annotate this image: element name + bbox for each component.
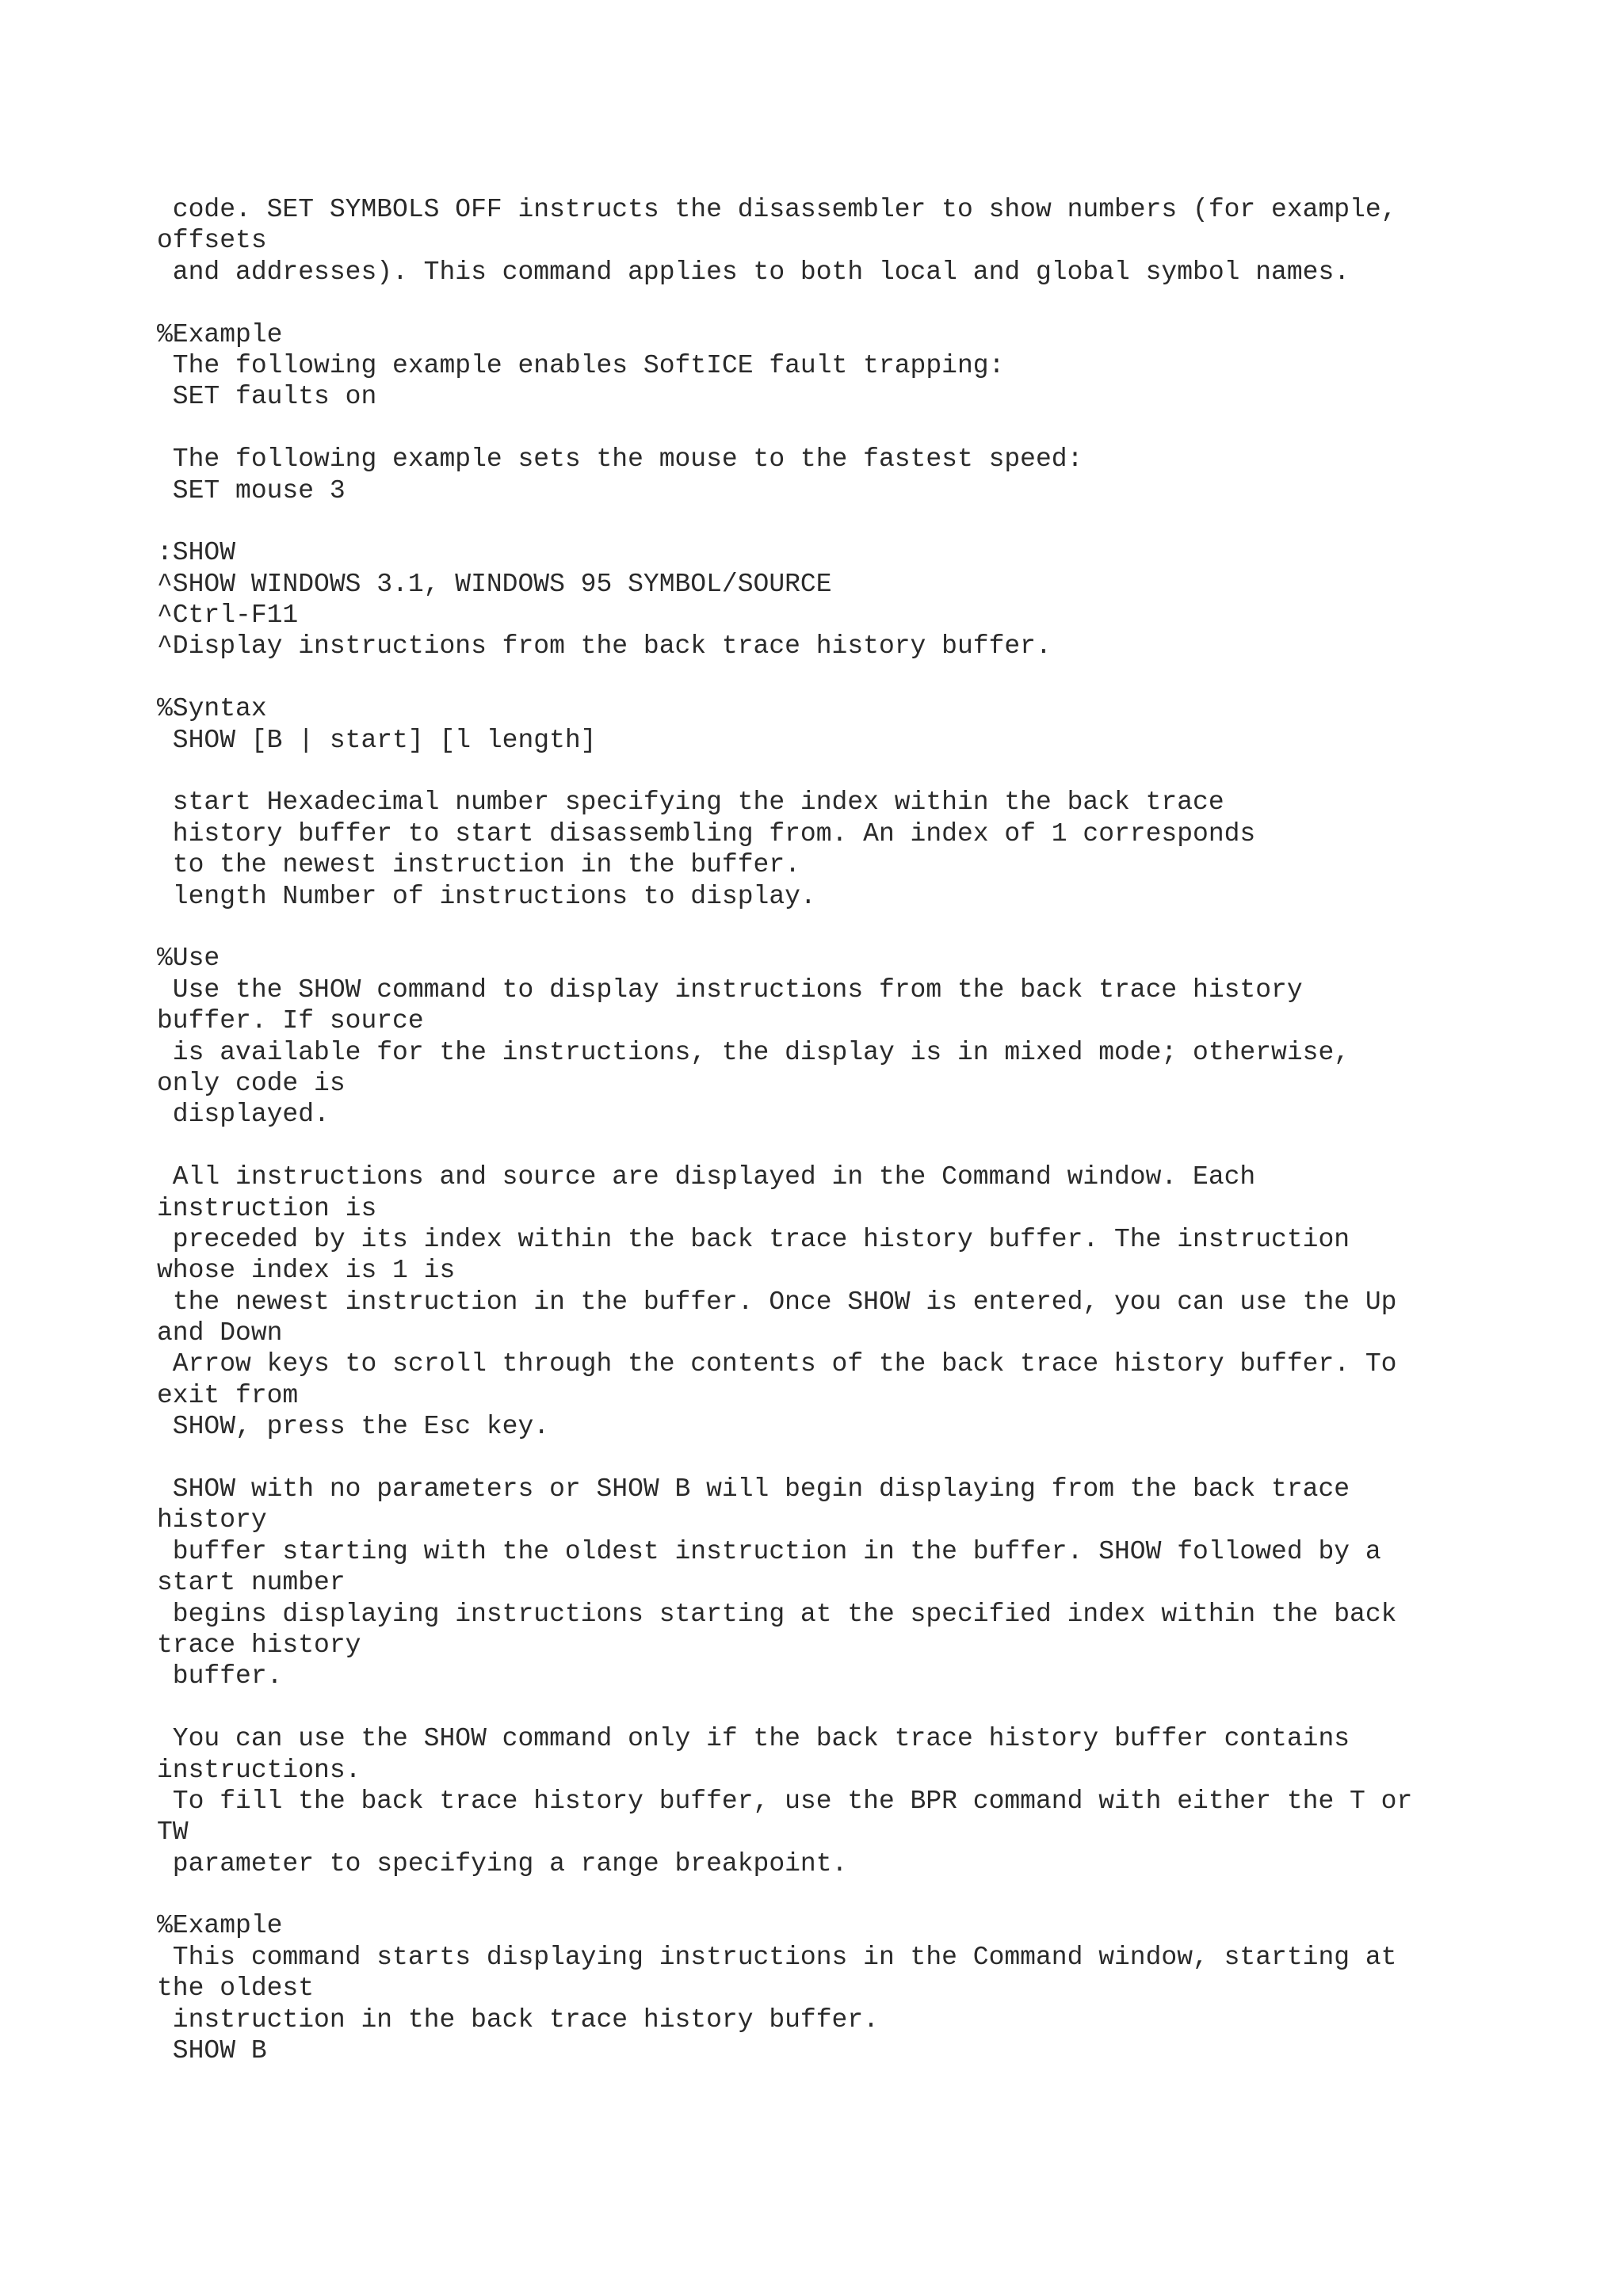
text-line: %Syntax [157,694,267,724]
text-line: The following example enables SoftICE fault trapping: [157,350,1005,380]
text-line: %Example [157,319,283,349]
text-line: ^Display instructions from the back trace history buffer. [157,631,1052,662]
text-line: Use the SHOW command to display instructions from the back trace history [157,974,1303,1005]
document-page [157,194,1583,2066]
text-line [157,288,1583,318]
text-line: and addresses). This command applies to both local and global symbol names. [157,257,1350,287]
text-line: SET faults on [157,382,377,412]
text-line: TW [157,1817,189,1848]
text-line: buffer starting with the oldest instruction in the buffer. SHOW followed by a [157,1536,1381,1566]
text-line: %Example [157,1911,283,1941]
text-line: :SHOW [157,538,236,568]
text-line: start number [157,1568,346,1598]
text-line: is available for the instructions, the display is in mixed mode; otherwise, [157,1037,1350,1067]
text-line: buffer. [157,1661,283,1691]
text-line: code. SET SYMBOLS OFF instructs the disassembler to show numbers (for example, [157,195,1397,224]
text-line: SHOW with no parameters or SHOW B will begin displaying from the back trace [157,1474,1350,1505]
text-line [157,662,1583,693]
text-line [157,1443,1583,1474]
text-line: The following example sets the mouse to the fastest speed: [157,444,1083,475]
text-line: preceded by its index within the back trace history buffer. The instruction [157,1224,1350,1254]
text-line: and Down [157,1318,283,1348]
text-line: SHOW [B | start] [l length] [157,725,597,755]
text-line [157,1131,1583,1161]
text-line: ^SHOW WINDOWS 3.1, WINDOWS 95 SYMBOL/SOURCE [157,569,832,599]
text-line: SET mouse 3 [157,475,346,505]
text-line: offsets [157,226,267,256]
text-line [157,413,1583,444]
text-line: instructions. [157,1755,361,1785]
text-line: begins displaying instructions starting at the specified index within the back [157,1599,1397,1629]
text-line: ^Ctrl-F11 [157,601,299,631]
text-line: whose index is 1 is [157,1256,456,1286]
text-line: displayed. [157,1100,330,1130]
text-line: only code is [157,1068,346,1098]
text-line [157,756,1583,787]
text-line: All instructions and source are displayed in the Command window. Each [157,1162,1256,1192]
text-line: trace history [157,1630,361,1660]
text-line: the newest instruction in the buffer. Once SHOW is entered, you can use the Up [157,1287,1397,1317]
text-line: This command starts displaying instructions in the Command window, starting at [157,1942,1397,1972]
text-line: to the newest instruction in the buffer. [157,850,800,880]
text-line: To fill the back trace history buffer, use the BPR command with either the T or [157,1786,1413,1816]
text-line: instruction is [157,1193,377,1223]
text-line: SHOW B [157,2036,267,2066]
text-line: the oldest [157,1974,315,2004]
text-line [157,912,1583,943]
text-line: SHOW, press the Esc key. [157,1412,550,1442]
text-line: You can use the SHOW command only if the back trace history buffer contains [157,1724,1350,1754]
text-line [157,1879,1583,1910]
text-line [157,1692,1583,1723]
text-line: length Number of instructions to display. [157,881,816,911]
text-line [157,506,1583,537]
text-line: %Use [157,944,220,974]
text-line: start Hexadecimal number specifying the index within the back trace [157,788,1224,818]
text-line: parameter to specifying a range breakpoint. [157,1848,848,1878]
text-line: history buffer to start disassembling from. An index of 1 corresponds [157,818,1256,849]
text-line: instruction in the back trace history buffer. [157,2004,879,2035]
text-line: history [157,1505,267,1535]
text-line: Arrow keys to scroll through the contents of the back trace history buffer. To [157,1349,1397,1379]
text-line: buffer. If source [157,1006,424,1036]
text-line: exit from [157,1380,299,1410]
